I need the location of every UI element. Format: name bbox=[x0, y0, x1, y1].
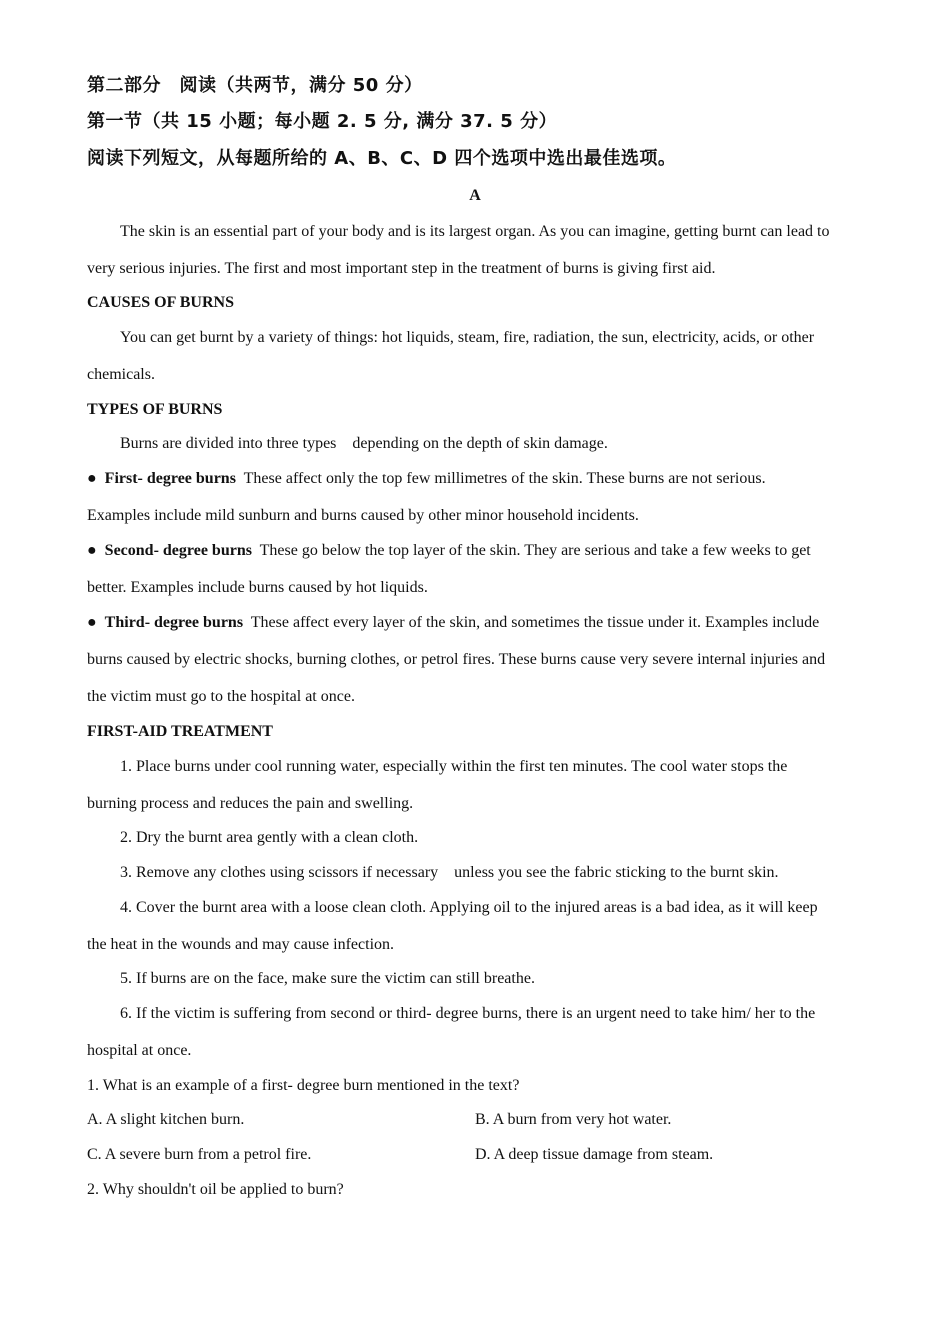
question-2-stem: 2. Why shouldn't oil be applied to burn? bbox=[87, 1181, 344, 1198]
third-degree-item bbox=[87, 613, 863, 633]
treatment-heading: FIRST-AID TREATMENT bbox=[87, 723, 273, 740]
second-degree-text: These go below the top layer of the skin. They are serious and take a few weeks to get bbox=[259, 542, 811, 559]
bullet: ● bbox=[87, 614, 97, 631]
part-title: 第二部分 阅读（共两节，满分 50 分） bbox=[87, 75, 423, 96]
causes-heading: CAUSES OF BURNS bbox=[87, 294, 234, 311]
question-1-stem: 1. What is an example of a first- degree burn mentioned in the text? bbox=[87, 1077, 520, 1094]
step-3: 3. Remove any clothes using scissors if necessary unless you see the fabric sticking to the burnt skin. bbox=[120, 864, 779, 881]
step-2: 2. Dry the burnt area gently with a clean cloth. bbox=[120, 829, 419, 846]
second-degree-item bbox=[87, 541, 863, 561]
third-degree-text: These affect every layer of the skin, and sometimes the tissue under it. Examples include bbox=[250, 614, 820, 631]
passage-letter: A bbox=[469, 187, 481, 204]
intro-line-1: The skin is an essential part of your body and is its largest organ. As you can imagine, getting burnt can lead to bbox=[120, 223, 830, 240]
step-5: 5. If burns are on the face, make sure the victim can still breathe. bbox=[120, 970, 535, 987]
step-6-line-1: 6. If the victim is suffering from second or third- degree burns, there is an urgent need to take him/ her to the bbox=[120, 1005, 816, 1022]
intro-line-2: very serious injuries. The first and most important step in the treatment of burns is giving first aid. bbox=[87, 260, 716, 277]
first-degree-text: These affect only the top few millimetres of the skin. These burns are not serious. bbox=[243, 470, 766, 487]
step-6-line-2: hospital at once. bbox=[87, 1042, 192, 1059]
first-degree-line-2: Examples include mild sunburn and burns caused by other minor household incidents. bbox=[87, 507, 639, 524]
bullet: ● bbox=[87, 542, 97, 559]
second-degree-line-2: better. Examples include burns caused by hot liquids. bbox=[87, 579, 428, 596]
question-1-option-a[interactable]: A. A slight kitchen burn. bbox=[87, 1111, 245, 1128]
step-1-line-2: burning process and reduces the pain and swelling. bbox=[87, 795, 414, 812]
types-heading: TYPES OF BURNS bbox=[87, 401, 223, 418]
instruction: 阅读下列短文，从每题所给的 A、B、C、D 四个选项中选出最佳选项。 bbox=[87, 148, 677, 169]
question-1-option-b[interactable]: B. A burn from very hot water. bbox=[475, 1111, 672, 1128]
causes-line-1: You can get burnt by a variety of things: hot liquids, steam, fire, radiation, the sun, electricity, acids, or other bbox=[120, 329, 815, 346]
third-degree-label: Third- degree burns bbox=[104, 614, 244, 631]
third-degree-line-2: burns caused by electric shocks, burning clothes, or petrol fires. These burns cause very severe internal injuries and bbox=[87, 651, 826, 668]
question-1-option-d[interactable]: D. A deep tissue damage from steam. bbox=[475, 1146, 714, 1163]
first-degree-item bbox=[87, 469, 863, 489]
question-1-option-c[interactable]: C. A severe burn from a petrol fire. bbox=[87, 1146, 312, 1163]
types-intro: Burns are divided into three types depending on the depth of skin damage. bbox=[120, 435, 608, 452]
step-4-line-1: 4. Cover the burnt area with a loose clean cloth. Applying oil to the injured areas is a bad idea, as it will keep bbox=[120, 899, 818, 916]
causes-line-2: chemicals. bbox=[87, 366, 155, 383]
first-degree-label: First- degree burns bbox=[104, 470, 236, 487]
third-degree-line-3: the victim must go to the hospital at once. bbox=[87, 688, 355, 705]
step-4-line-2: the heat in the wounds and may cause infection. bbox=[87, 936, 395, 953]
step-1-line-1: 1. Place burns under cool running water, especially within the first ten minutes. The cool water stops the bbox=[120, 758, 788, 775]
second-degree-label: Second- degree burns bbox=[104, 542, 252, 559]
section-title: 第一节（共 15 小题；每小题 2. 5 分, 满分 37. 5 分） bbox=[87, 111, 558, 132]
bullet: ● bbox=[87, 470, 97, 487]
